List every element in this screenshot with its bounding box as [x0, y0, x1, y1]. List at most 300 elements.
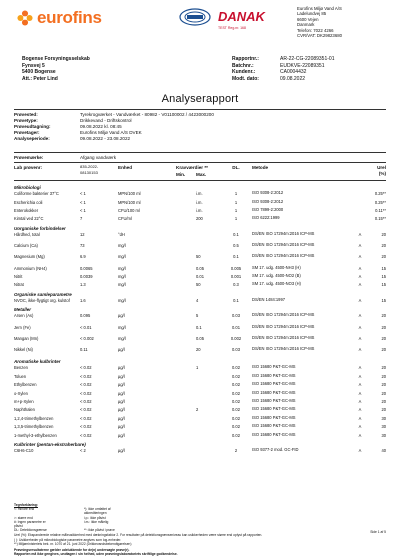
cell-val: < 0.01	[80, 324, 92, 330]
cell-val: 0.0065	[80, 265, 93, 271]
table-row	[14, 374, 386, 382]
cell-dl: 0.001	[230, 273, 242, 279]
cell-enh: MPN/100 ml	[118, 199, 141, 205]
brand-name: eurofins	[37, 8, 102, 27]
cell-dl: 0.1	[233, 254, 239, 260]
meta-label: Prøvetype:	[14, 117, 38, 123]
cell-dl: 1	[234, 207, 238, 213]
section-title: Organiske samleparametre	[14, 291, 72, 297]
cell-met: DS/EN ISO 17294m:2016 ICP-MS	[252, 242, 315, 248]
cell-name: NVOC, ikke-flygtigt org. kulstof	[14, 297, 70, 303]
divider	[14, 152, 386, 153]
table-row	[14, 407, 386, 415]
report-info-row	[232, 63, 334, 70]
ilac-mra-icon	[178, 7, 212, 27]
cell-met: ISO 15680 P&T-GC-MS	[252, 431, 296, 437]
cell-val: 6.9	[80, 254, 86, 260]
cell-max: 5	[196, 313, 199, 319]
cell-enh: MPN/100 ml	[118, 191, 141, 197]
cell-val: < 0.02	[80, 365, 92, 371]
sample-mark	[14, 155, 116, 160]
cell-fl: A	[358, 282, 362, 288]
cell-met: ISO 15680 P&T-GC-MS	[252, 423, 296, 429]
cell-met: DS/EN ISO 17294m:2016 ICP-MS	[252, 312, 315, 318]
legend-item: #: Ingen parametre er påvist	[14, 519, 46, 529]
table-row	[14, 266, 386, 274]
cell-name: Kimtal ved 22°C	[14, 216, 44, 222]
col-header-sample: Lab prøvenr:	[14, 165, 43, 170]
cell-val: < 1	[80, 191, 86, 197]
cell-val: 1.6	[80, 297, 86, 303]
lab-address-line: Eurofins Miljø Vand A/S	[297, 6, 342, 11]
section-title: Aromatiske kulbrinter	[14, 359, 61, 365]
cell-dl: 0.03	[232, 347, 240, 352]
sample-mark-value: Afgang vandværk	[80, 155, 117, 160]
table-row	[14, 298, 386, 306]
cell-val: < 0.02	[80, 382, 92, 388]
cell-ur: 15	[381, 265, 386, 271]
cell-max: 1	[196, 365, 199, 371]
section-header	[14, 306, 386, 313]
cell-enh: mg/l	[118, 254, 126, 260]
cell-val: < 2	[80, 448, 86, 454]
sample-mark-label: Prøvemærke:	[14, 155, 44, 160]
cell-enh: µg/l	[118, 382, 125, 388]
cell-ur: 20	[381, 335, 386, 341]
cell-met: ISO 15680 P&T-GC-MS	[252, 397, 296, 403]
cell-fl: A	[358, 432, 362, 438]
cell-dl: 0.02	[232, 407, 240, 413]
eurofins-logo	[16, 8, 102, 28]
lab-address-line: 6600 Vejen	[297, 16, 319, 22]
customer-address	[22, 56, 90, 82]
lab-address-line: Danmark	[297, 22, 315, 28]
cell-fl: A	[358, 335, 362, 341]
cell-enh: µg/l	[118, 448, 125, 454]
cell-fl: A	[358, 347, 362, 352]
cell-max: 2	[196, 407, 199, 413]
table-row	[14, 347, 386, 358]
results-table	[14, 184, 386, 456]
divider	[14, 109, 386, 110]
cell-name: Enterokokker	[14, 207, 39, 213]
cell-met: SM 17. udg. 4500-NH3 (H)	[252, 264, 301, 270]
footer	[14, 503, 386, 556]
table-row	[14, 274, 386, 282]
col-header-urel-unit: (%)	[378, 171, 386, 176]
customer-line: Fynsvej 5	[22, 62, 45, 69]
cell-met: ISO 15680 P&T-GC-MS	[252, 372, 296, 378]
cell-name: 1,3,5-trimethylbenzen	[14, 424, 54, 430]
table-row	[14, 416, 386, 424]
cell-met: ISO 15680 P&T-GC-MS	[252, 381, 296, 387]
cell-ur: 15	[381, 273, 386, 279]
lab-address-line: Ladelundvej 85	[297, 11, 327, 17]
cell-ur: 20	[381, 390, 386, 396]
cell-name: Calcium (Ca)	[14, 243, 38, 249]
cell-ur: 15	[381, 282, 386, 288]
legend	[14, 507, 386, 532]
cell-dl: 0.02	[232, 424, 240, 430]
cell-enh: °dH	[118, 231, 125, 237]
cell-met: ISO 7899-2:2000	[252, 206, 284, 212]
section-header	[14, 184, 386, 191]
cell-name: Mangan (Mn)	[14, 335, 39, 341]
cell-dl: 0.02	[232, 365, 240, 371]
cell-fl: A	[358, 365, 362, 371]
legend-item: **: ikke påvist i prøve	[84, 528, 115, 533]
cell-ur: 20	[381, 373, 386, 379]
cell-dl: 0.02	[232, 432, 240, 438]
cell-enh: µg/l	[118, 398, 125, 404]
cell-met: ISO 6222:1999	[252, 215, 280, 221]
table-row	[14, 313, 386, 324]
cell-ur: 20	[381, 347, 386, 352]
cell-dl: 0.002	[230, 335, 242, 341]
cell-dl: 1	[234, 216, 238, 222]
divider	[14, 162, 386, 163]
report-header	[14, 4, 386, 44]
cell-enh: µg/l	[118, 407, 125, 413]
cell-max: i.m.	[196, 199, 203, 205]
table-row	[14, 365, 386, 373]
meta-value: Drikkevand - Driftskontrol	[80, 117, 132, 123]
section-title: Uorganiske forbindelser	[14, 225, 66, 231]
section-header	[14, 291, 386, 298]
col-header-dl: DL.	[232, 165, 240, 170]
cell-val: < 0.02	[80, 407, 92, 413]
cell-name: C6H6-C10	[14, 448, 34, 454]
danak-brand: DANAK	[218, 9, 265, 24]
cell-met: DS/EN ISO 17294m:2016 ICP-MS	[252, 334, 315, 340]
cell-val: < 1	[80, 199, 86, 205]
cell-met: ISO 15680 P&T-GC-MS	[252, 364, 296, 370]
cell-fl: A	[358, 297, 362, 303]
table-row	[14, 282, 386, 290]
cell-ur: 30	[381, 424, 386, 430]
section-title: Kulbrinter (pentan-ekstraherbare)	[14, 441, 86, 447]
cell-enh: mg/l	[118, 273, 126, 279]
cell-name: Nikkel (Ni)	[14, 347, 33, 352]
footer-disclaimer: Prøvningsresultaterne gælder udelukkende for de(n) undersøgte prøve(r).	[14, 548, 130, 553]
meta-value: 09.08.2022 kl. 08:45	[80, 123, 122, 129]
table-row	[14, 399, 386, 407]
cell-val: < 0.002	[80, 335, 94, 341]
cell-fl: A	[358, 324, 362, 330]
cell-dl: 0.5	[233, 243, 239, 249]
cell-name: Ethylbenzen	[14, 382, 37, 388]
cell-val: 0.11	[80, 347, 88, 352]
table-row	[14, 325, 386, 336]
table-row	[14, 448, 386, 456]
cell-met: DS/EN ISO 17294m:2016 ICP-MS	[252, 253, 315, 259]
cell-fl: A	[358, 254, 362, 260]
col-header-urel: Urel	[377, 165, 386, 170]
section-header	[14, 441, 386, 448]
cell-ur: 20	[381, 407, 386, 413]
cell-dl: 1	[234, 199, 238, 205]
col-header-max: Max.	[196, 172, 207, 177]
cell-ur: 0.11**	[375, 207, 386, 213]
cell-enh: µg/l	[118, 424, 125, 430]
cell-ur: 20	[381, 382, 386, 388]
cell-val: < 0.02	[80, 415, 92, 421]
col-header-unit: Enhed	[118, 165, 133, 170]
cell-dl: 0.02	[232, 373, 240, 379]
cell-ur: 20	[381, 231, 386, 237]
col-header-id2: 08130153	[80, 170, 98, 175]
cell-met: SM 17. udg. 4500-NO3 (H)	[252, 281, 301, 287]
cell-enh: CFU/ml	[118, 216, 132, 222]
col-header-method: Metode	[252, 165, 269, 170]
col-header-id: 835-2022-	[80, 164, 99, 169]
cell-name: Hårdhed, total	[14, 231, 40, 237]
table-row	[14, 424, 386, 432]
cell-enh: µg/l	[118, 347, 125, 352]
page-title: Analyserapport	[161, 93, 239, 105]
cell-ur: 40	[381, 448, 386, 454]
cell-ur: 20	[381, 313, 386, 319]
cell-ur: 0.25**	[374, 191, 386, 197]
section-title: Mikrobiologi	[14, 185, 41, 190]
cell-dl: 0.02	[232, 390, 240, 396]
cell-met: SM 17. udg. 4500-NO2 (B)	[252, 272, 301, 278]
cell-val: 0.095	[80, 313, 91, 319]
cell-enh: mg/l	[118, 265, 126, 271]
cell-max: 0.05	[196, 265, 204, 271]
cell-enh: µg/l	[118, 432, 125, 438]
cell-dl: 0.3	[233, 282, 239, 288]
cell-name: Nitrit	[14, 273, 23, 279]
cell-met: ISO 15680 P&T-GC-MS	[252, 414, 296, 420]
cell-max: 0.1	[196, 324, 202, 330]
table-row	[14, 208, 386, 216]
cell-val: 73	[80, 243, 85, 249]
footer-disclaimer: Rapporten må ikke gengives, undtagen i sin helhed, uden prøvningslaboratoriets skriftlige godkendelse.	[14, 552, 178, 556]
cell-met: DS/EN ISO 17294m:2016 ICP-MS	[252, 230, 315, 236]
table-row	[14, 433, 386, 441]
cell-enh: CFU/100 ml	[118, 207, 140, 213]
cell-max: 0.05	[196, 335, 204, 341]
cell-name: Magnesium (Mg)	[14, 254, 45, 260]
cell-max: i.m.	[196, 207, 203, 213]
table-row	[14, 191, 386, 199]
cell-ur: 20	[381, 324, 386, 330]
info-label: Rapportnr.:	[232, 56, 259, 62]
cell-ur: 20	[381, 365, 386, 371]
cell-fl: A	[358, 407, 362, 413]
cell-val: < 1	[80, 207, 86, 213]
cell-dl: 0.02	[232, 415, 240, 421]
cell-ur: 15	[381, 297, 386, 303]
legend-item: i.m.: ikke målelig	[84, 519, 109, 524]
cell-met: ISO 15680 P&T-GC-MS	[252, 389, 296, 395]
meta-value: Eurofins Miljø Vand A/S DVEK	[80, 129, 142, 135]
cell-fl: A	[358, 373, 362, 379]
cell-enh: µg/l	[118, 313, 125, 319]
cell-name: 1-methyl-3-ethylbenzen	[14, 432, 57, 438]
cell-name: Coliforme bakterier 37°C	[14, 191, 59, 197]
footer-note: **) Miljøministeriets bek. nr. 1070 af 21. juni 2022 (Drikkevandsbekendtgørelsen)	[14, 541, 132, 546]
meta-row	[14, 136, 214, 142]
cell-fl: A	[358, 424, 362, 430]
cell-ur: 0.25**	[374, 199, 386, 205]
legend-item: DL: Detektionsgrænse	[14, 528, 47, 533]
meta-value: Tyrekrogværket - Vandværket - 80982 - V01100002 / 4423000200	[80, 112, 214, 117]
table-row	[14, 254, 386, 265]
legend-item: <: mindre end	[14, 507, 35, 512]
cell-enh: mg/l	[118, 297, 126, 303]
info-value: 09.08.2022	[280, 75, 306, 82]
cell-max: 0.01	[196, 273, 204, 279]
cell-met: DS/EN ISO 17294m:2016 ICP-MS	[252, 323, 315, 329]
cell-val: < 0.02	[80, 390, 92, 396]
cell-name: m+p-Xylen	[14, 398, 34, 404]
sample-meta	[14, 112, 214, 142]
cell-enh: µg/l	[118, 390, 125, 396]
legend-title: Tegnforklaring:	[14, 503, 38, 507]
cell-dl: 0.1	[233, 297, 239, 303]
cell-ur: 20	[381, 398, 386, 404]
info-label: Kundenr.:	[232, 69, 256, 76]
cell-dl: 0.02	[232, 382, 240, 388]
page-number: Side 1 af 5	[370, 530, 386, 534]
customer-line: Att.: Peter Lind	[22, 75, 58, 82]
cell-max: 50	[196, 282, 201, 288]
section-header	[14, 225, 386, 232]
info-value: CA0004432	[280, 69, 307, 76]
table-row	[14, 391, 386, 399]
info-value: EUDKVE-22089351	[280, 62, 325, 69]
report-info-row	[232, 69, 334, 76]
cell-enh: mg/l	[118, 335, 126, 341]
cell-name: o-Xylen	[14, 390, 28, 396]
meta-label: Prøvetager:	[14, 129, 40, 135]
cell-fl: A	[358, 231, 362, 237]
cell-name: Naphthalen	[14, 407, 35, 413]
cell-fl: A	[358, 390, 362, 396]
table-row	[14, 200, 386, 208]
cell-ur: 30	[381, 415, 386, 421]
lab-address-line: Telefon: 7022 4266	[297, 27, 334, 33]
cell-max: i.m.	[196, 191, 203, 197]
cell-fl: A	[358, 398, 362, 404]
cell-name: Arsen (As)	[14, 313, 34, 319]
danak-registration: TEST Reg.nr. 168	[218, 26, 246, 30]
table-row	[14, 382, 386, 390]
cell-fl: A	[358, 448, 362, 454]
cell-met: ISO 9377-2 mod. GC-FID	[252, 447, 299, 453]
info-label: Batchnr.:	[232, 62, 254, 69]
cell-max: 20	[196, 347, 201, 352]
footer-note: Urel (%): Ekspanderede relative måleusikkerhed med dækningsfaktor 2. For resultater på detektionsgrænseniveau kan usikkerheden være større end oplyst på rapporten.	[14, 533, 263, 538]
danak-logo	[218, 8, 265, 30]
cell-met: ISO 15680 P&T-GC-MS	[252, 406, 296, 412]
cell-enh: mg/l	[118, 243, 126, 249]
legend-item: *): ikke omfattet af akkrediteringen	[84, 507, 111, 516]
cell-max: 50	[196, 254, 201, 260]
cell-met: DS/EN 1484:1997	[252, 296, 285, 302]
cell-max: 200	[196, 216, 203, 222]
cell-enh: mg/l	[118, 282, 126, 288]
section-header	[14, 358, 386, 365]
cell-fl: A	[358, 382, 362, 388]
divider	[14, 180, 386, 181]
col-header-min: Min.	[176, 172, 186, 177]
customer-line: 5400 Bogense	[22, 69, 56, 76]
lab-address	[297, 6, 342, 38]
cell-dl: 1	[234, 191, 238, 197]
cell-met: DS/EN ISO 17294m:2016 ICP-MS	[252, 346, 315, 351]
report-info	[232, 56, 334, 82]
legend-item: >: større end	[14, 515, 33, 520]
cell-name: Nitrat	[14, 282, 24, 288]
cell-enh: µg/l	[118, 415, 125, 421]
cell-name: Ammonium (NH4)	[14, 265, 47, 271]
cell-enh: µg/l	[118, 373, 125, 379]
cell-fl: A	[358, 273, 362, 279]
cell-met: ISO 9308-2:2012	[252, 198, 284, 204]
cell-name: Escherichia coli	[14, 199, 43, 205]
col-header-limits: Kravværdier **	[176, 165, 208, 170]
cell-fl: A	[358, 415, 362, 421]
report-info-row	[232, 76, 334, 83]
cell-val: 0.0039	[80, 273, 93, 279]
section-title: Metaller	[14, 307, 32, 313]
cell-name: Jern (Fe)	[14, 324, 31, 330]
cell-val: 1.3	[80, 282, 86, 288]
cell-enh: mg/l	[118, 324, 126, 330]
cell-dl: 0.03	[232, 313, 240, 319]
lab-address-line: CVR/VAT: DK29823680	[297, 33, 342, 39]
table-row	[14, 243, 386, 254]
cell-fl: A	[358, 313, 362, 319]
table-row	[14, 336, 386, 347]
report-info-row	[232, 56, 334, 63]
cell-dl: 0.01	[232, 324, 240, 330]
cell-val: < 0.02	[80, 398, 92, 404]
cell-dl: 2	[234, 448, 238, 454]
meta-label: Prøvested:	[14, 112, 38, 117]
meta-label: Analyseperiode:	[14, 135, 50, 141]
cell-ur: 20	[381, 243, 386, 249]
cell-fl: A	[358, 265, 362, 271]
cell-ur: 20	[381, 254, 386, 260]
cell-val: < 0.02	[80, 373, 92, 379]
table-row	[14, 216, 386, 224]
cell-dl: 0.1	[233, 231, 239, 237]
info-value: AR-22-CG-22089351-01	[280, 56, 335, 62]
cell-ur: 30	[381, 432, 386, 438]
meta-value: 09.08.2022 - 23.08.2022	[80, 135, 131, 141]
table-row	[14, 232, 386, 243]
meta-label: Prøveudtagning:	[14, 123, 51, 129]
cell-val: < 0.02	[80, 424, 92, 430]
cell-fl: A	[358, 243, 362, 249]
customer-line: Bogense Forsyningsselskab	[22, 56, 90, 62]
cell-name: Toluen	[14, 373, 27, 379]
cell-met: ISO 9308-2:2012	[252, 190, 284, 196]
cell-name: Benzen	[14, 365, 28, 371]
cell-enh: µg/l	[118, 365, 125, 371]
legend-item: i.p.: ikke påvist	[84, 515, 106, 520]
cell-dl: 0.005	[230, 265, 242, 271]
cell-val: 7	[80, 216, 83, 222]
cell-val: < 0.02	[80, 432, 92, 438]
cell-name: 1,2,4-trimethylbenzen	[14, 415, 54, 421]
footer-note: ( ): Usikkerheder på mikrobiologiske parametre angives som log-enheder.	[14, 537, 122, 542]
cell-max: 4	[196, 297, 199, 303]
